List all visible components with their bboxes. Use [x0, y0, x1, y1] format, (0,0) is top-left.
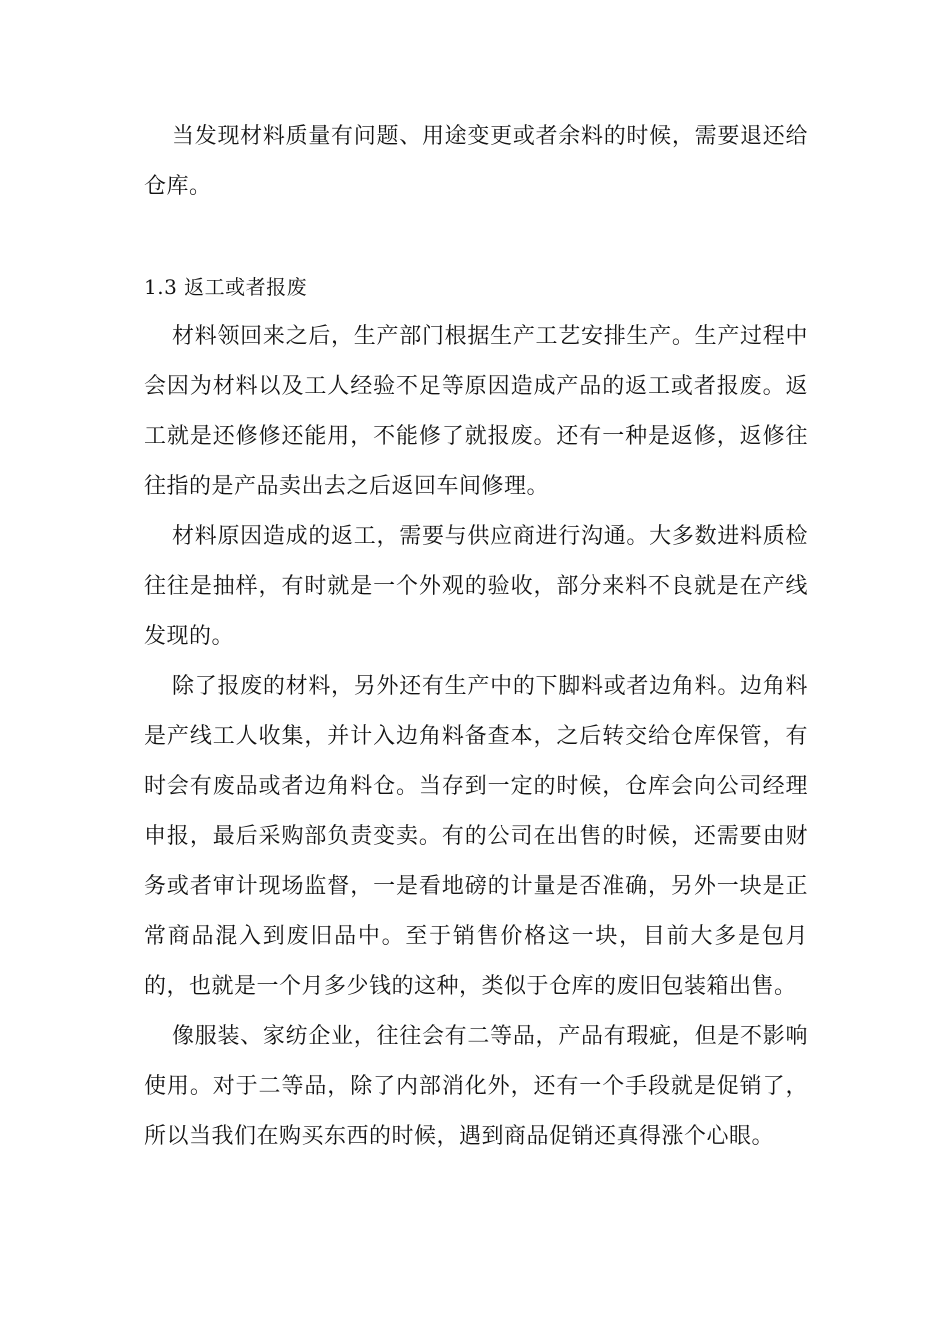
section-heading: 1.3 返工或者报废 — [144, 275, 308, 299]
body-paragraph-3: 除了报废的材料，另外还有生产中的下脚料或者边角料。边角料是产线工人收集，并计入边角料备查本，之后转交给仓库保管，有时会有废品或者边角料仓。当存到一定的时候，仓库会向公司经理申报，最后采购部负责变卖。有的公司在出售的时候，还需要由财务或者审计现场监督，一是看地磅的计量是否准确，另外一块是正常商品混入到废旧品中。至于销售价格这一块，目前大多是包月的，也就是一个月多少钱的这种，类似于仓库的废旧包装箱出售。 — [144, 674, 808, 999]
document-body — [144, 112, 808, 1162]
body-paragraph-2: 材料原因造成的返工，需要与供应商进行沟通。大多数进料质检往往是抽样，有时就是一个外观的验收，部分来料不良就是在产线发现的。 — [144, 524, 808, 649]
section-spacer — [144, 212, 808, 262]
intro-paragraph: 当发现材料质量有问题、用途变更或者余料的时候，需要退还给仓库。 — [144, 124, 808, 199]
body-paragraph-4: 像服装、家纺企业，往往会有二等品，产品有瑕疵，但是不影响使用。对于二等品，除了内部消化外，还有一个手段就是促销了，所以当我们在购买东西的时候，遇到商品促销还真得涨个心眼。 — [144, 1024, 808, 1149]
body-paragraph-1: 材料领回来之后，生产部门根据生产工艺安排生产。生产过程中会因为材料以及工人经验不足等原因造成产品的返工或者报废。返工就是还修修还能用，不能修了就报废。还有一种是返修，返修往往指的是产品卖出去之后返回车间修理。 — [144, 324, 808, 499]
